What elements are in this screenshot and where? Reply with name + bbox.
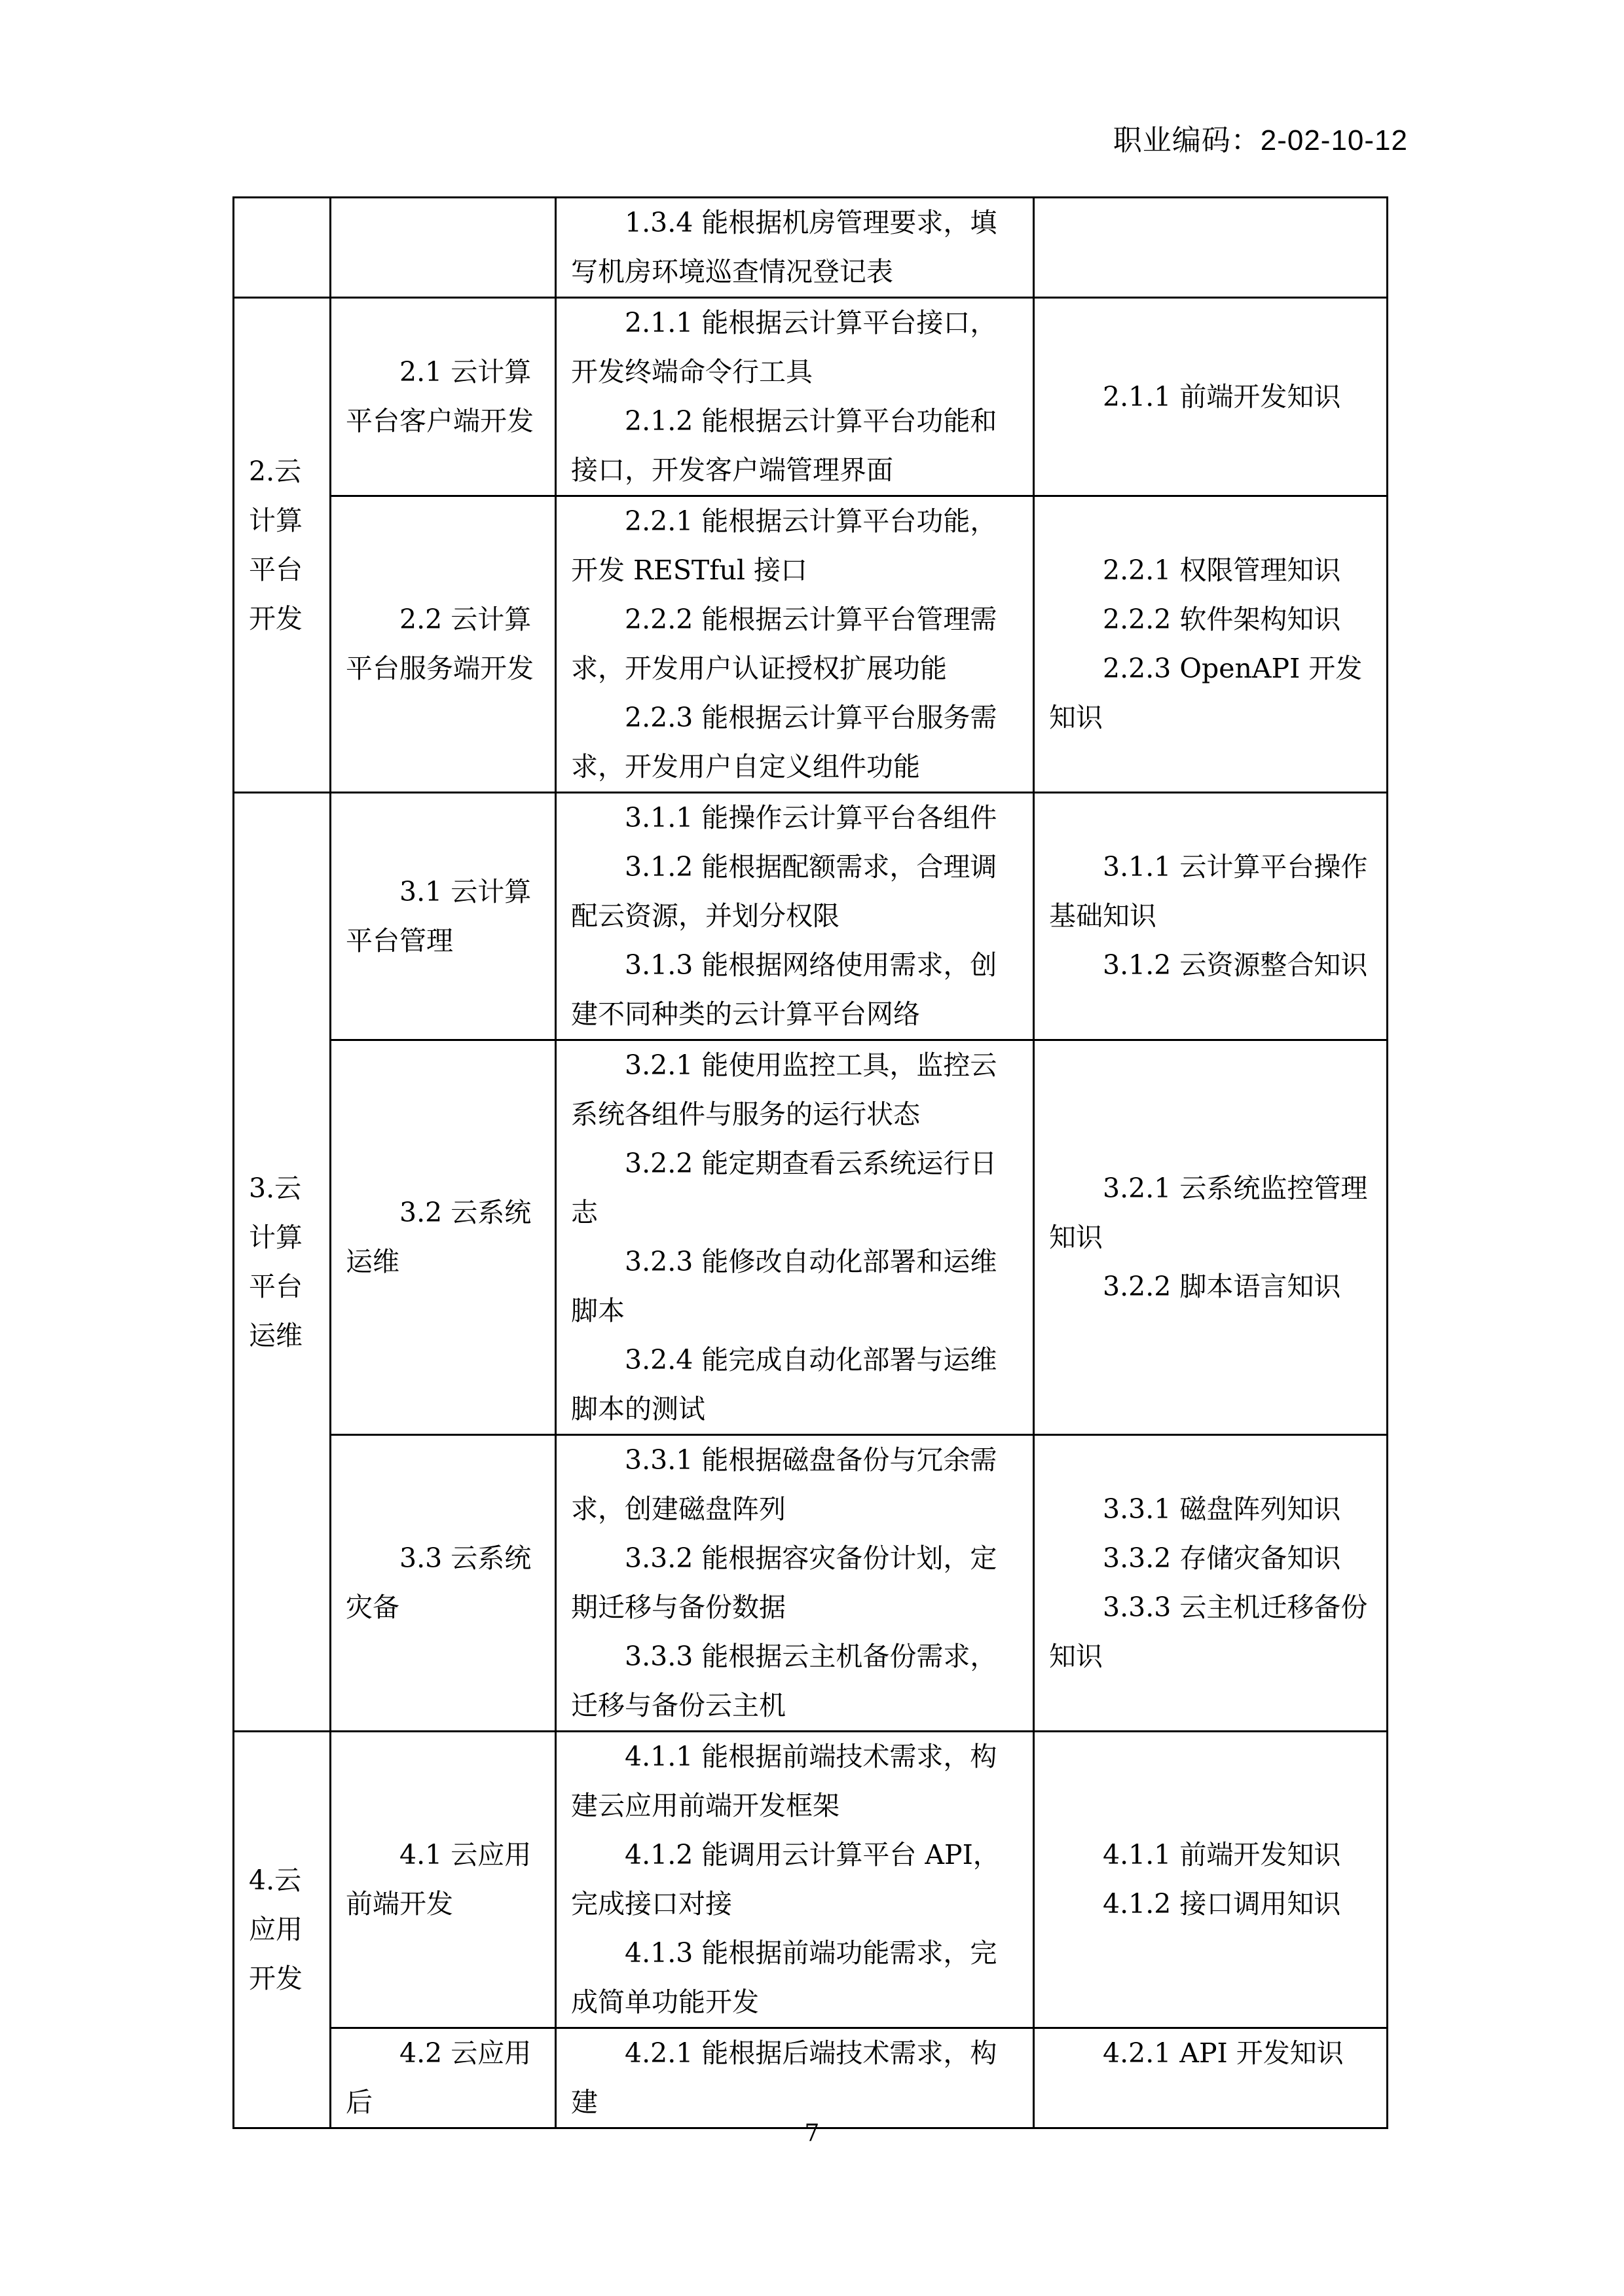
skill-item: 2.2.2 能根据云计算平台管理需求，开发用户认证授权扩展功能 [571,604,997,684]
knowledge-item: 3.2.2 脚本语言知识 [1103,1270,1341,1302]
knowledge-item: 4.1.1 前端开发知识 [1103,1839,1341,1870]
skill-item: 4.1.2 能调用云计算平台 API，完成接口对接 [571,1839,1000,1920]
knowledge-item: 2.2.2 软件架构知识 [1103,604,1341,635]
knowledge-item: 4.1.2 接口调用知识 [1103,1888,1341,1920]
table-row [234,298,1388,496]
skill-item: 4.1.3 能根据前端功能需求，完成简单功能开发 [571,1937,997,2018]
knowledge-item: 3.3.3 云主机迁移备份知识 [1049,1592,1368,1672]
knowledge-item: 2.1.1 前端开发知识 [1103,380,1341,412]
skill-standard-table [232,196,1388,2129]
table-row [234,1040,1388,1435]
table-row [234,793,1388,1040]
skill-cell [556,2028,1034,2128]
knowledge-item: 2.2.3 OpenAPI 开发知识 [1049,653,1363,733]
skill-item: 1.3.4 能根据机房管理要求，填写机房环境巡查情况登记表 [571,207,997,287]
skill-item: 3.3.2 能根据容灾备份计划，定期迁移与备份数据 [571,1542,997,1623]
knowledge-item: 3.3.2 存储灾备知识 [1103,1542,1341,1574]
skill-item: 2.2.3 能根据云计算平台服务需求，开发用户自定义组件功能 [571,702,997,782]
skill-cell [556,1435,1034,1732]
table-row [234,2028,1388,2128]
knowledge-item: 3.1.2 云资源整合知识 [1103,949,1368,981]
function-cell: 3.云 计算 平台 运维 [234,793,331,1732]
skill-item: 3.1.2 能根据配额需求，合理调配云资源，并划分权限 [571,851,997,932]
skill-cell [556,1732,1034,2028]
skill-cell [556,298,1034,496]
knowledge-cell [1034,793,1388,1040]
occupation-code: 职业编码：2-02-10-12 [1113,124,1408,156]
unit-cell: 2.1 云计算平台客户端开发 [331,298,556,496]
unit-cell: 3.1 云计算平台管理 [331,793,556,1040]
knowledge-cell [1034,1732,1388,2028]
skill-item: 2.1.1 能根据云计算平台接口，开发终端命令行工具 [571,307,997,388]
skill-item: 2.1.2 能根据云计算平台功能和接口，开发客户端管理界面 [571,405,997,486]
knowledge-cell [1034,1435,1388,1732]
skill-item: 3.2.4 能完成自动化部署与运维脚本的测试 [571,1344,997,1425]
skill-item: 3.2.1 能使用监控工具，监控云系统各组件与服务的运行状态 [571,1049,997,1130]
skill-item: 3.1.3 能根据网络使用需求，创建不同种类的云计算平台网络 [571,949,997,1030]
skill-item: 3.2.2 能定期查看云系统运行日志 [571,1148,997,1228]
knowledge-item: 3.3.1 磁盘阵列知识 [1103,1493,1341,1525]
unit-cell-empty [331,198,556,298]
table-row [234,1732,1388,2028]
unit-cell: 3.2 云系统运维 [331,1040,556,1435]
skill-cell [556,793,1034,1040]
table-row [234,496,1388,793]
skill-item: 2.2.1 能根据云计算平台功能，开发 RESTful 接口 [571,505,997,586]
skill-item: 4.1.1 能根据前端技术需求，构建云应用前端开发框架 [571,1741,997,1821]
unit-cell: 4.2 云应用后 [331,2028,556,2128]
skill-item: 3.3.3 能根据云主机备份需求，迁移与备份云主机 [571,1641,997,1721]
function-cell-empty [234,198,331,298]
knowledge-cell [1034,496,1388,793]
page-number: 7 [804,2120,820,2147]
function-cell: 4.云 应用 开发 [234,1732,331,2128]
knowledge-cell [1034,1040,1388,1435]
skill-item: 4.2.1 能根据后端技术需求，构建 [571,2037,997,2118]
knowledge-item: 3.1.1 云计算平台操作基础知识 [1049,851,1368,932]
skill-cell [556,496,1034,793]
knowledge-cell [1034,2028,1388,2128]
skill-item: 3.1.1 能操作云计算平台各组件 [625,802,997,833]
skill-cell [556,1040,1034,1435]
skill-item: 3.3.1 能根据磁盘备份与冗余需求，创建磁盘阵列 [571,1444,997,1525]
unit-cell: 4.1 云应用前端开发 [331,1732,556,2028]
table-row [234,1435,1388,1732]
skill-item: 3.2.3 能修改自动化部署和运维脚本 [571,1246,997,1326]
table-row [234,198,1388,298]
unit-cell: 2.2 云计算平台服务端开发 [331,496,556,793]
knowledge-cell [1034,298,1388,496]
knowledge-item: 4.2.1 API 开发知识 [1103,2037,1344,2069]
function-cell: 2.云 计算 平台 开发 [234,298,331,793]
skill-cell [556,198,1034,298]
knowledge-cell-empty [1034,198,1388,298]
knowledge-item: 3.2.1 云系统监控管理知识 [1049,1172,1368,1253]
knowledge-item: 2.2.1 权限管理知识 [1103,555,1341,586]
unit-cell: 3.3 云系统灾备 [331,1435,556,1732]
